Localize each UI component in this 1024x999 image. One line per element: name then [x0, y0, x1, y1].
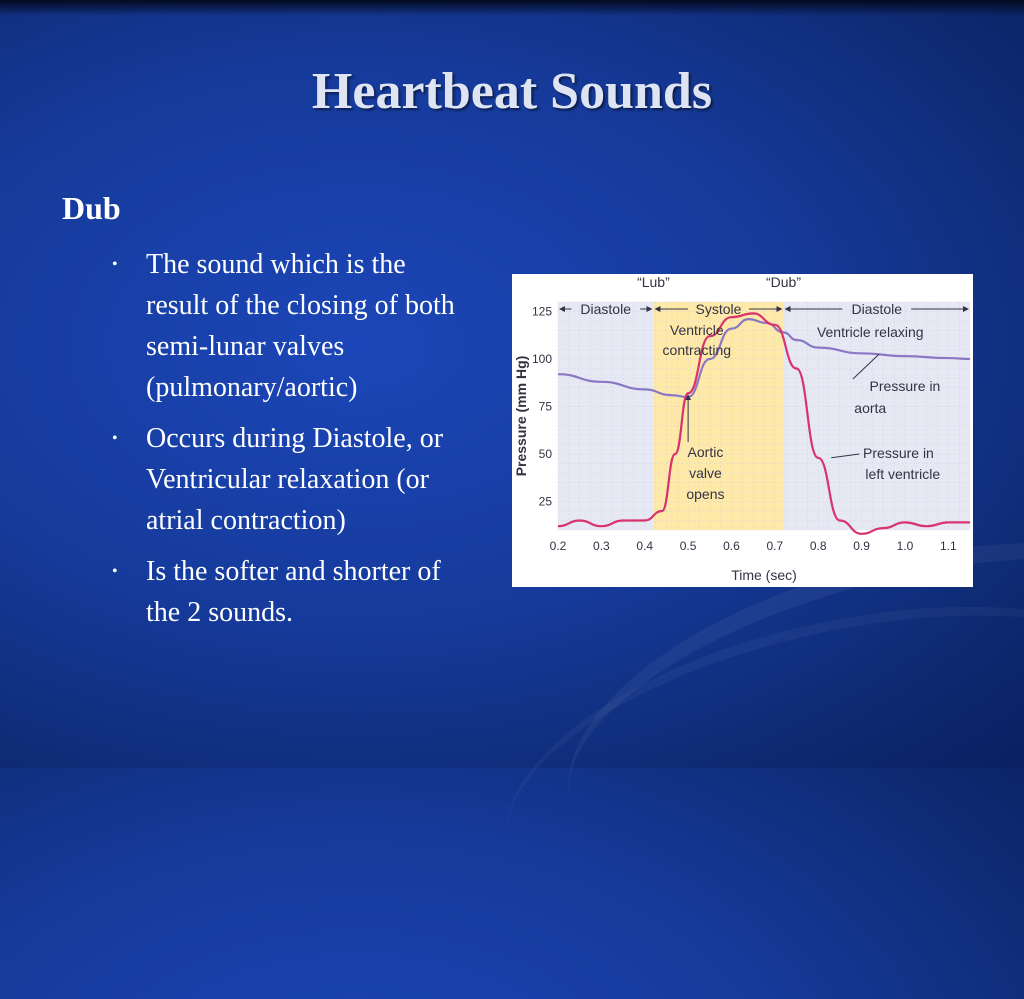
annotation-aortic-valve: Aortic	[687, 444, 724, 460]
annotation-ventricle-contracting: Ventricle	[669, 322, 724, 338]
bullet-dot-icon: •	[112, 256, 118, 273]
x-tick-label: 1.0	[896, 539, 914, 553]
pressure-chart-svg	[512, 274, 973, 587]
phase-label: Diastole	[851, 301, 903, 317]
phase-label: Diastole	[580, 301, 632, 317]
phase-label: Systole	[695, 301, 742, 317]
annotation-aortic-valve: valve	[689, 465, 722, 481]
annotation-ventricle-relaxing: Ventricle relaxing	[816, 324, 924, 340]
bullet-text: The sound which is the result of the closing of both semi-lunar valves (pulmonary/aortic)	[146, 249, 455, 403]
y-axis-label: Pressure (mm Hg)	[513, 355, 529, 477]
x-tick-label: 0.8	[809, 539, 827, 553]
bullet-item	[110, 418, 470, 541]
slide-title: Heartbeat Sounds	[311, 63, 713, 120]
y-tick-label: 50	[538, 447, 552, 461]
annotation-pressure-ventricle: Pressure in	[863, 445, 934, 461]
top-band	[0, 0, 1024, 16]
section-heading: Dub	[62, 190, 121, 226]
bullet-text: Is the softer and shorter of the 2 sounds.	[146, 556, 441, 628]
y-tick-label: 125	[531, 304, 552, 319]
bullet-item	[110, 244, 470, 408]
y-tick-label: 100	[531, 352, 552, 366]
y-tick-label: 25	[538, 494, 552, 509]
annotation-pressure-ventricle: left ventricle	[865, 466, 941, 482]
annotation-pressure-aorta: aorta	[854, 400, 887, 416]
annotation-aortic-valve: opens	[686, 486, 725, 502]
x-tick-label: 0.7	[766, 539, 784, 553]
x-tick-label: 0.5	[679, 539, 697, 553]
annotation-pressure-aorta: Pressure in	[869, 378, 941, 394]
y-tick-label: 75	[538, 399, 552, 414]
x-tick-label: 0.6	[723, 539, 740, 553]
x-tick-label: 0.3	[593, 539, 610, 553]
x-tick-label: 0.9	[853, 539, 870, 553]
sound-marker-label: “Lub”	[637, 274, 670, 290]
bullet-list	[110, 244, 470, 643]
phase-band	[558, 302, 653, 530]
bullet-dot-icon: •	[112, 563, 118, 580]
bullet-dot-icon: •	[112, 430, 118, 447]
pressure-chart	[512, 274, 973, 587]
x-tick-label: 0.4	[636, 539, 654, 553]
x-tick-label: 1.1	[939, 539, 957, 553]
annotation-ventricle-contracting: contracting	[662, 342, 732, 358]
bullet-text: Occurs during Diastole, or Ventricular relaxation (or atrial contraction)	[146, 423, 444, 536]
bullet-item	[110, 551, 470, 633]
sound-marker-label: “Dub”	[766, 274, 802, 290]
x-axis-label: Time (sec)	[731, 567, 797, 583]
x-tick-label: 0.2	[549, 539, 567, 553]
